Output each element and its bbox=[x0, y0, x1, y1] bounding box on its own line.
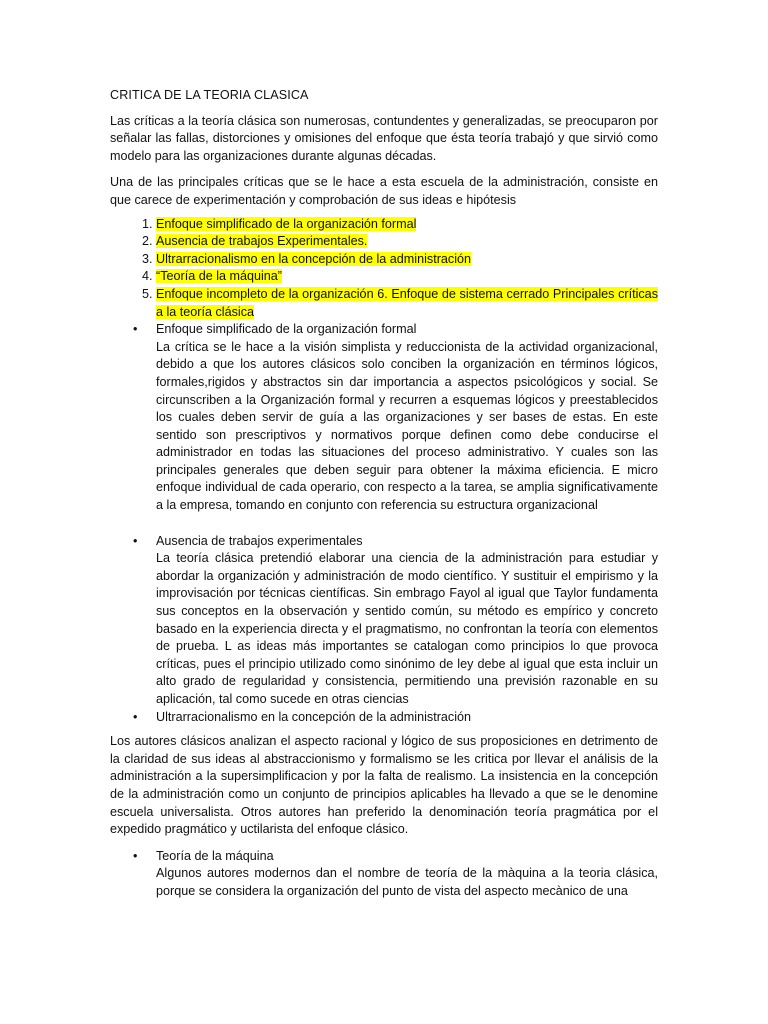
critique-item-5 bbox=[156, 286, 658, 321]
last-section-list bbox=[110, 848, 658, 901]
section-teoria-maquina bbox=[133, 848, 658, 901]
spacer bbox=[156, 515, 658, 533]
bullet-icon: • bbox=[133, 709, 138, 724]
critique-item-text: Enfoque incompleto de la organización 6. Enfoque de sistema cerrado Principales críticas a la teoría clásica bbox=[156, 286, 658, 319]
section-trabajos-experimentales bbox=[133, 533, 658, 709]
sections-list bbox=[110, 321, 658, 726]
critique-item-2 bbox=[156, 233, 658, 251]
critique-item-text: Ultrarracionalismo en la concepción de la administración bbox=[156, 251, 471, 266]
bullet-icon: • bbox=[133, 533, 138, 548]
critique-item-1 bbox=[156, 216, 658, 234]
critique-item-text: “Teoría de la máquina” bbox=[156, 269, 283, 284]
bullet-icon: • bbox=[133, 322, 138, 337]
critique-item-text: Ausencia de trabajos Experimentales. bbox=[156, 234, 368, 249]
section-body: Algunos autores modernos dan el nombre de teoría de la màquina a la teoria clásica, porque se considera la organización del punto de vista del aspecto mecànico de una bbox=[156, 866, 658, 898]
section-ultrarracionalismo bbox=[133, 709, 658, 727]
section-body: La teoría clásica pretendió elaborar una ciencia de la administración para estudiar y abordar la organización y administración de modo científico. Y sustituir el empirismo y la improvisación por técnicas científicas. Sin embrago Fayol al igual que Taylor fundamenta sus conceptos en la observación y sentido común, su método es empírico y concreto basado en la experiencia directa y el pragmatismo, no confrontan la teoría con elementos de prueba. L as ideas más importantes se catalogan como principios lo que provoca críticas, pues el principio utilizado como sinónimo de ley debe al igual que esta incluir un alto grado de regularidad y consistencia, permitiendo una previsión razonable en su aplicación, tal como sucede en otras ciencias bbox=[156, 551, 658, 706]
bullet-icon: • bbox=[133, 848, 138, 863]
critique-item-3 bbox=[156, 251, 658, 269]
intro-paragraph-1: Las críticas a la teoría clásica son numerosas, contundentes y generalizadas, se preocuparon por señalar las fallas, distorciones y omisiones del enfoque que ésta teoría trabajó y que sirvió como modelo para las organizaciones durante algunas décadas. bbox=[110, 113, 658, 163]
section-title: Enfoque simplificado de la organización formal bbox=[156, 322, 417, 337]
section-title: Ausencia de trabajos experimentales bbox=[156, 533, 363, 548]
intro-paragraph-2: Una de las principales críticas que se le hace a esta escuela de la administración, consiste en que carece de experimentación y comprobación de sus ideas e hipótesis bbox=[110, 175, 658, 207]
section-title: Ultrarracionalismo en la concepción de la administración bbox=[156, 709, 471, 724]
critique-item-4 bbox=[156, 268, 658, 286]
section-body: La crítica se le hace a la visión simplista y reduccionista de la actividad organizacional, debido a que los autores clásicos solo conciben la organización en términos lógicos, formales,rigidos y abstractos sin dar importancia a aspectos psicológicos y social. Se circunscriben a la Organización formal y recurren a esquemas lógicos y preestablecidos los cuales deben servir de guía a las organizaciones y ser bases de estas. En este sentido son prescriptivos y normativos porque definen como debe conducirse el administrador en todas las situaciones del proceso administrativo. Y cuales son las principales generales que deben seguir para obtener la máxima eficiencia. E micro enfoque individual de cada operario, con respecto a la tarea, se amplia significativamente a la empresa, tomando en conjunto con referencia su estructura organizacional bbox=[156, 339, 658, 513]
document-title: CRITICA DE LA TEORIA CLASICA bbox=[110, 88, 309, 102]
critique-item-text: Enfoque simplificado de la organización formal bbox=[156, 216, 417, 231]
critique-list bbox=[110, 216, 658, 322]
middle-paragraph: Los autores clásicos analizan el aspecto racional y lógico de sus proposiciones en detrimento de la claridad de sus ideas al abstraccionismo y formalismo se les critica por llevar el análisis de la administración a la supersimplificacion y por la falta de realismo. La insistencia en la concepción de la administración como un conjunto de principios aplicables ha llevado a que se le denomine escuela universalista. Otros autores han preferido la denominación teoría pragmática por el expedido pragmático y uctilarista del enfoque clásico. bbox=[110, 734, 658, 837]
section-organizacion-formal bbox=[133, 321, 658, 515]
section-title: Teoría de la máquina bbox=[156, 848, 274, 863]
